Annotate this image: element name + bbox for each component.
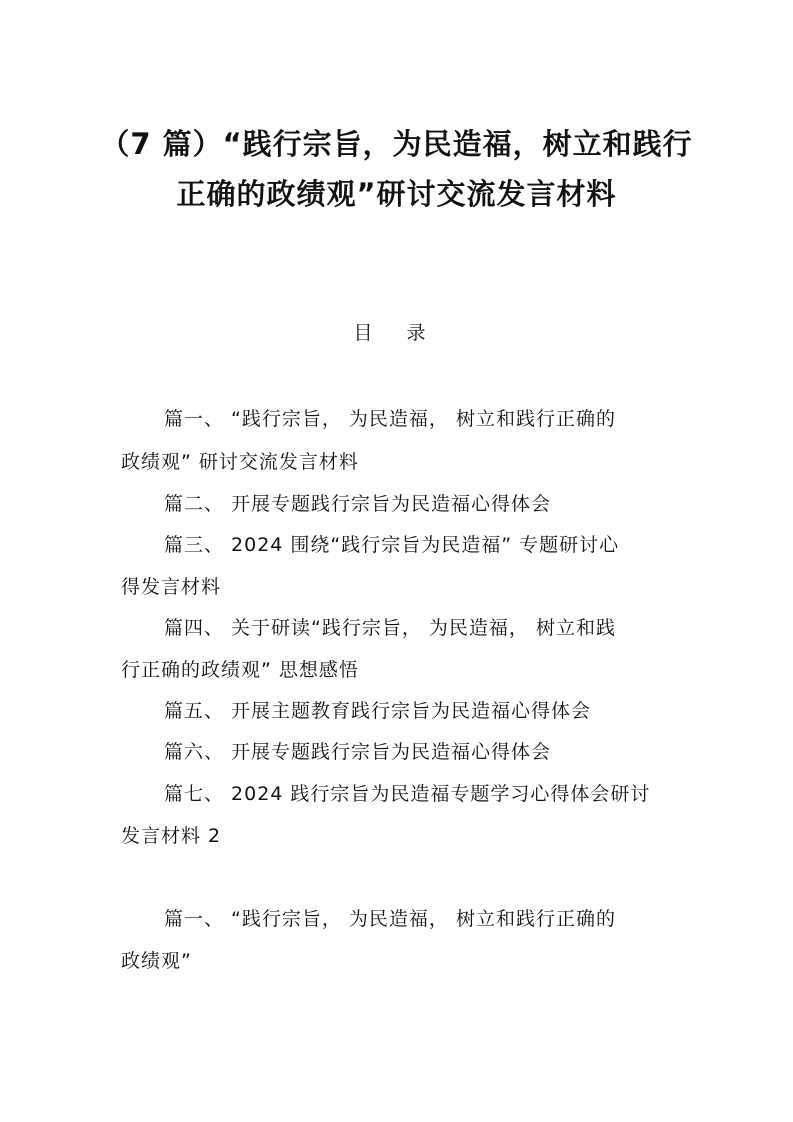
toc-item-4-continued: 行正确的政绩观” 思想感悟: [121, 659, 359, 681]
toc-item-6: 篇六、 开展专题践行宗旨为民造福心得体会: [164, 741, 552, 763]
toc-item-4: 篇四、 关于研读“践行宗旨， 为民造福， 树立和践: [164, 617, 616, 639]
document-title-line-2: 正确的政绩观”研讨交流发言材料: [176, 177, 617, 211]
toc-item-3-continued: 得发言材料: [121, 576, 222, 598]
section-heading-line-2: 政绩观”: [121, 950, 192, 972]
toc-item-7: 篇七、 2024 践行宗旨为民造福专题学习心得体会研讨: [164, 783, 651, 805]
toc-item-1-continued: 政绩观” 研讨交流发言材料: [121, 451, 359, 473]
toc-item-3: 篇三、 2024 围绕“践行宗旨为民造福” 专题研讨心: [164, 534, 620, 556]
toc-item-7-continued: 发言材料 2: [121, 825, 222, 847]
toc-item-5: 篇五、 开展主题教育践行宗旨为民造福心得体会: [164, 700, 592, 722]
toc-item-2: 篇二、 开展专题践行宗旨为民造福心得体会: [164, 493, 552, 515]
section-heading-line-1: 篇一、 “践行宗旨， 为民造福， 树立和践行正确的: [164, 908, 616, 930]
toc-heading: 目 录: [353, 322, 440, 344]
toc-item-1: 篇一、 “践行宗旨， 为民造福， 树立和践行正确的: [164, 408, 616, 430]
document-title-line-1: （7 篇）“践行宗旨，为民造福，树立和践行: [100, 127, 693, 161]
